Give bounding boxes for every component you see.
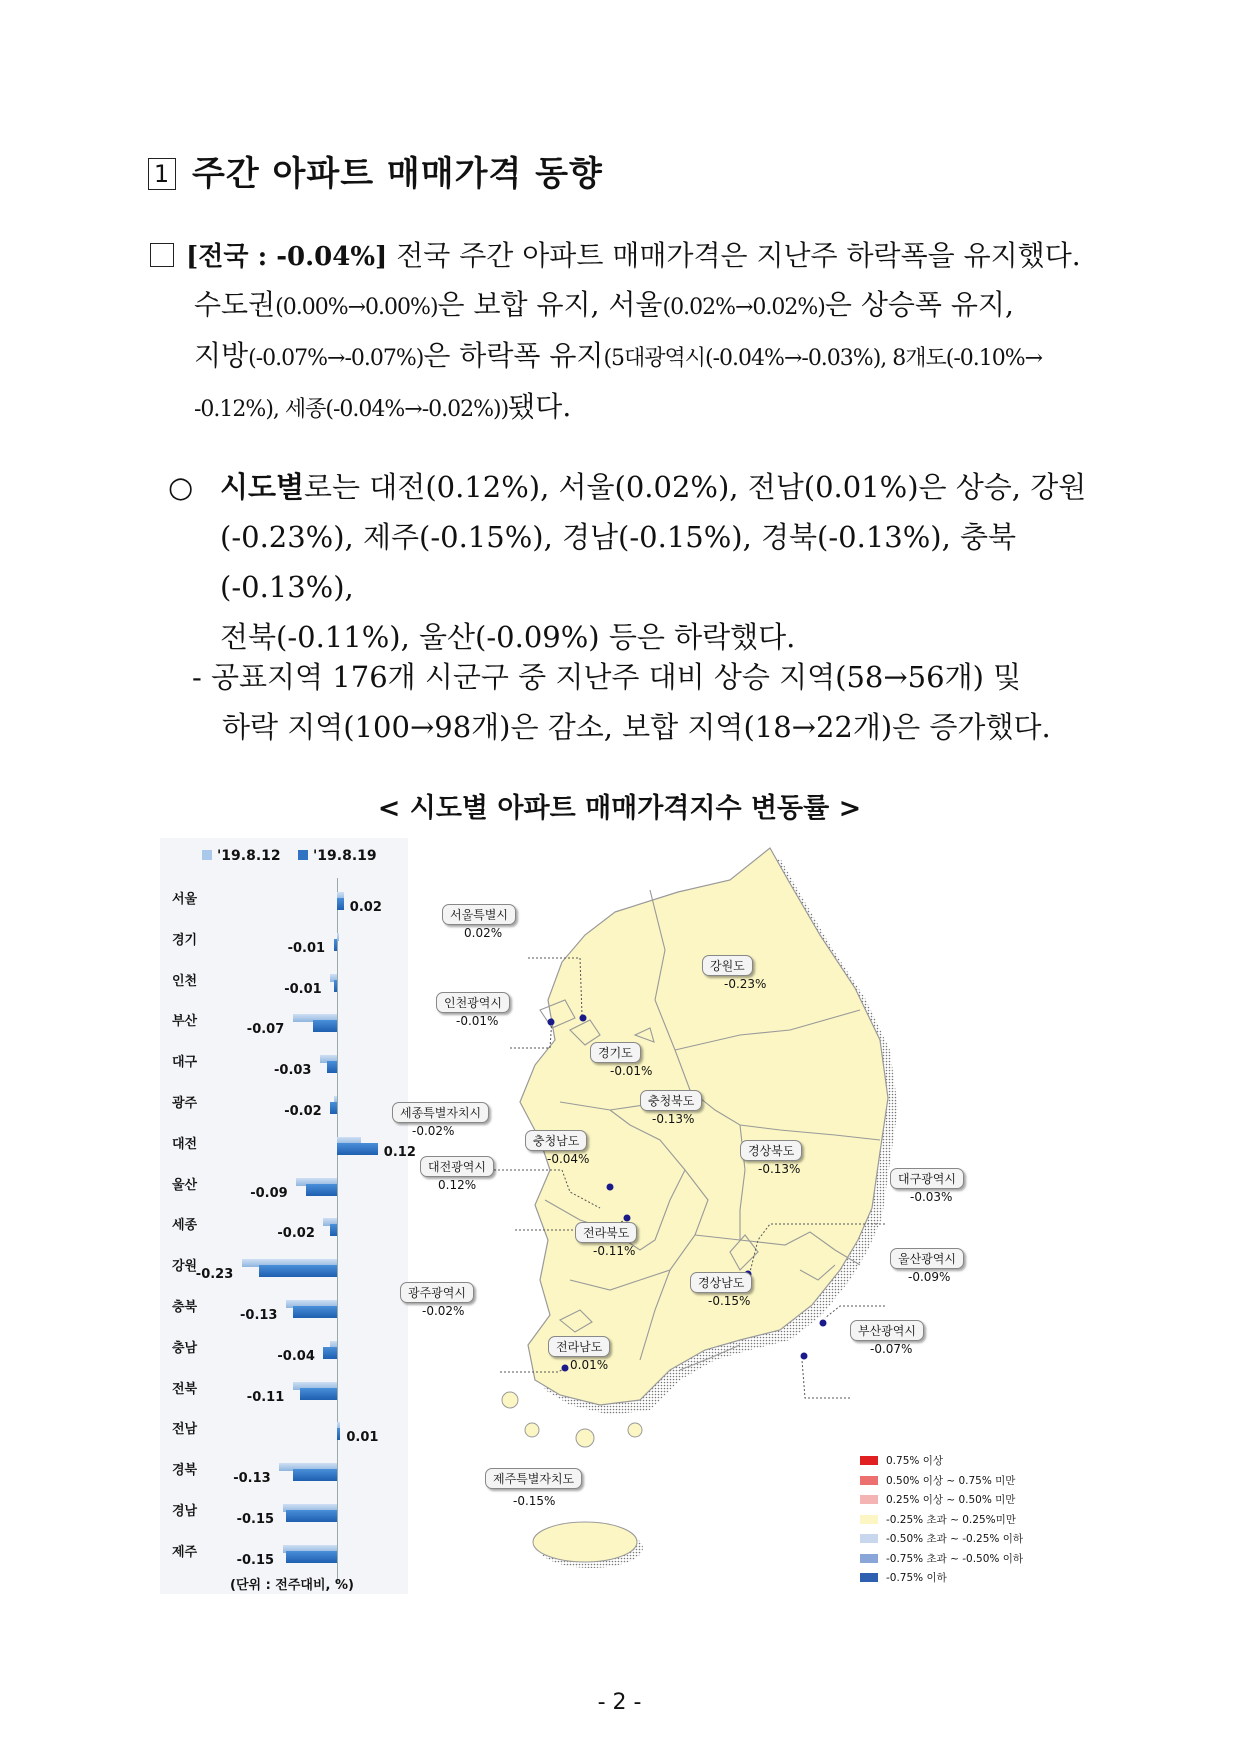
map-region-label: 경기도 [590,1042,641,1063]
legend-label: 0.75% 이상 [886,1455,943,1467]
legend-label: 0.50% 이상 ~ 0.75% 미만 [886,1474,1016,1487]
category-label: 광주 [172,1096,198,1111]
section-title: 주간 아파트 매매가격 동향 [192,154,603,194]
map-region-label: 전라남도 [548,1336,610,1357]
para1-sejong-rate: -0.12%), 세종(-0.04%→-0.02%)) [194,397,509,422]
legend-label: -0.25% 초과 ~ 0.25%미만 [886,1513,1016,1526]
category-label: 전남 [172,1422,198,1438]
map-region-rate: -0.13% [652,1112,695,1126]
section-heading [148,146,603,195]
map-region-rate: -0.02% [422,1304,465,1318]
map-region-label: 충청북도 [640,1090,702,1111]
legend-curr [298,848,377,864]
data-label: -0.13 [233,1471,271,1487]
category-label: 제주 [172,1544,198,1560]
bar-curr [306,1184,337,1196]
circle-bullet: ○ [168,470,194,504]
bar-curr [286,1510,337,1522]
map-legend-item [860,1531,1023,1546]
bar-curr [337,1428,340,1440]
para1-line1: 전국 주간 아파트 매매가격은 지난주 하락폭을 유지했다. [387,239,1081,272]
data-label: -0.01 [287,940,326,956]
category-label: 대구 [172,1055,198,1071]
category-label: 충남 [172,1340,198,1356]
province-keyword: 시도별 [220,470,305,504]
bar-chart [160,838,416,1594]
para1-capital-area: 수도권 [194,288,276,321]
map-region-rate: -0.23% [724,977,767,991]
korea-map [400,840,1080,1600]
legend-label: -0.75% 초과 ~ -0.50% 이하 [886,1552,1024,1565]
legend-curr-swatch [298,850,308,860]
map-region-label: 대구광역시 [890,1168,964,1189]
legend-label: -0.50% 초과 ~ -0.25% 이하 [886,1533,1024,1545]
legend-label: -0.75% 이하 [886,1572,947,1584]
map-region-rate: -0.15% [708,1294,751,1308]
section-number: 1 [148,158,176,190]
data-label: 0.02 [349,900,382,915]
bar-curr [300,1388,337,1400]
legend-swatch [860,1573,878,1582]
map-region-rate: -0.04% [547,1152,590,1166]
data-label: -0.13 [240,1308,278,1323]
category-label: 경북 [172,1463,198,1479]
data-label: -0.15 [236,1552,275,1568]
map-region-label: 세종특별자치시 [392,1102,489,1123]
map-region-rate: -0.11% [593,1244,636,1258]
map-region-label: 강원도 [702,955,753,976]
jeju-island [533,1522,637,1562]
map-region-label: 서울특별시 [442,904,516,925]
data-label: -0.01 [284,981,322,997]
category-label: 충북 [172,1300,198,1315]
data-label: 0.12 [383,1144,416,1160]
national-rate: [전국 : -0.04%] [186,242,388,272]
map-region-rate: 0.02% [464,926,503,940]
para1-local-rate: (-0.07%→-0.07%) [248,346,424,371]
bar-curr [330,1102,337,1114]
category-label: 울산 [172,1177,198,1193]
map-region-label: 울산광역시 [890,1248,964,1269]
legend-swatch [860,1456,878,1465]
data-label: -0.11 [246,1389,285,1405]
province-paragraph [168,462,1093,662]
checkbox-bullet [150,243,174,267]
para3-line1: - 공표지역 176개 시군구 중 지난주 대비 상승 지역(58→56개) 및 [192,660,1022,694]
figure-title: < 시도별 아파트 매매가격지수 변동률 > [377,793,862,824]
bar-curr [313,1020,337,1032]
bar-curr [293,1306,337,1318]
legend-prev-swatch [202,850,212,860]
data-label: -0.23 [195,1267,234,1283]
legend-prev [202,848,281,864]
para1-line4-end: 됐다. [508,390,572,423]
para2-line3: 전북(-0.11%), 울산(-0.09%) 등은 하락했다. [220,620,796,654]
data-label: -0.04 [277,1348,315,1364]
bar-prev [337,933,339,941]
bar-curr [323,1347,337,1359]
bar-curr [334,980,337,992]
map-legend-item [860,1512,1016,1527]
category-label: 경기 [172,932,198,948]
legend-swatch [860,1554,878,1563]
unit-note: (단위 : 전주대비, %) [230,1578,354,1593]
map-region-label: 광주광역시 [400,1282,474,1303]
bar-curr [334,939,337,951]
para3-line2: 하락 지역(100→98개)은 감소, 보합 지역(18→22개)은 증가했다. [222,710,1051,744]
map-legend-item [860,1570,947,1585]
category-label: 부산 [172,1014,198,1030]
page-number: - 2 - [597,1690,642,1715]
bar-curr [337,898,344,910]
category-label: 대전 [172,1136,198,1152]
map-legend-item [860,1473,1015,1488]
map-legend-item [860,1551,1023,1566]
island [525,1423,539,1437]
bar-curr [337,1143,378,1155]
bar-curr [286,1551,337,1563]
map-region-rate: -0.13% [758,1162,801,1176]
para1-local-text: 은 하락폭 유지 [423,339,604,372]
data-label: -0.02 [277,1226,315,1242]
map-region-rate: -0.03% [910,1190,953,1204]
map-region-label: 부산광역시 [850,1320,924,1341]
map-region-rate: -0.01% [456,1014,499,1028]
national-summary-paragraph [150,232,1090,434]
mainland [520,848,888,1405]
map-region-label: 제주특별자치도 [485,1468,582,1489]
legend-swatch [860,1534,878,1543]
data-label: -0.15 [236,1512,275,1527]
data-label: -0.07 [246,1022,285,1038]
para1-local: 지방 [194,339,249,372]
data-label: -0.09 [250,1185,288,1201]
map-legend-item [860,1492,1015,1507]
category-label: 경남 [172,1504,198,1519]
category-label: 세종 [172,1218,198,1234]
category-label: 인천 [172,973,198,989]
map-region-label: 경상남도 [690,1272,752,1293]
bar-curr [259,1265,337,1277]
map-region-label: 충청남도 [525,1130,587,1151]
category-label: 서울 [172,892,198,907]
para2-line1: 로는 대전(0.12%), 서울(0.02%), 전남(0.01%)은 상승, 강원 [304,470,1087,504]
map-region-rate: 0.01% [570,1358,609,1372]
bar-curr [330,1224,337,1236]
map-region-rate: -0.01% [610,1064,653,1078]
para1-seoul: 은 보합 유지, 서울 [437,288,663,321]
island [576,1429,594,1447]
legend-swatch [860,1476,878,1485]
para2-line2: (-0.23%), 제주(-0.15%), 경남(-0.15%), 경북(-0.13%), 충북(-0.13%), [220,520,1017,604]
para1-capital-rate: (0.00%→0.00%) [275,295,438,320]
map-legend-item [860,1453,943,1468]
island [502,1392,518,1408]
map-region-label: 전라북도 [575,1222,637,1243]
category-label: 전북 [172,1381,198,1397]
para1-line2-end: 은 상승폭 유지, [824,288,1014,321]
legend-prev-label: '19.8.12 [217,848,281,864]
map-region-rate: -0.15% [513,1494,556,1508]
map-region-rate: -0.07% [870,1342,913,1356]
legend-curr-label: '19.8.19 [313,848,377,864]
para1-seoul-rate: (0.02%→0.02%) [662,295,825,320]
data-label: -0.03 [274,1063,312,1079]
map-region-label: 인천광역시 [436,992,510,1013]
map-region-label: 경상북도 [740,1140,802,1161]
category-label: 강원 [172,1259,198,1275]
legend-swatch [860,1515,878,1524]
map-region-rate: 0.12% [438,1178,477,1192]
island [628,1423,642,1437]
map-region-rate: -0.02% [412,1124,455,1138]
legend-swatch [860,1495,878,1504]
data-label: -0.02 [284,1104,322,1119]
legend-label: 0.25% 이상 ~ 0.50% 미만 [886,1494,1016,1506]
region-count-paragraph [192,652,1092,752]
zero-axis [337,878,338,1584]
bar-curr [293,1469,337,1481]
map-region-rate: -0.09% [908,1270,951,1284]
para1-local-detail: (5대광역시(-0.04%→-0.03%), 8개도(-0.10%→ [603,346,1043,371]
map-region-label: 대전광역시 [420,1156,494,1177]
bar-curr [327,1061,337,1073]
data-label: 0.01 [346,1430,379,1446]
